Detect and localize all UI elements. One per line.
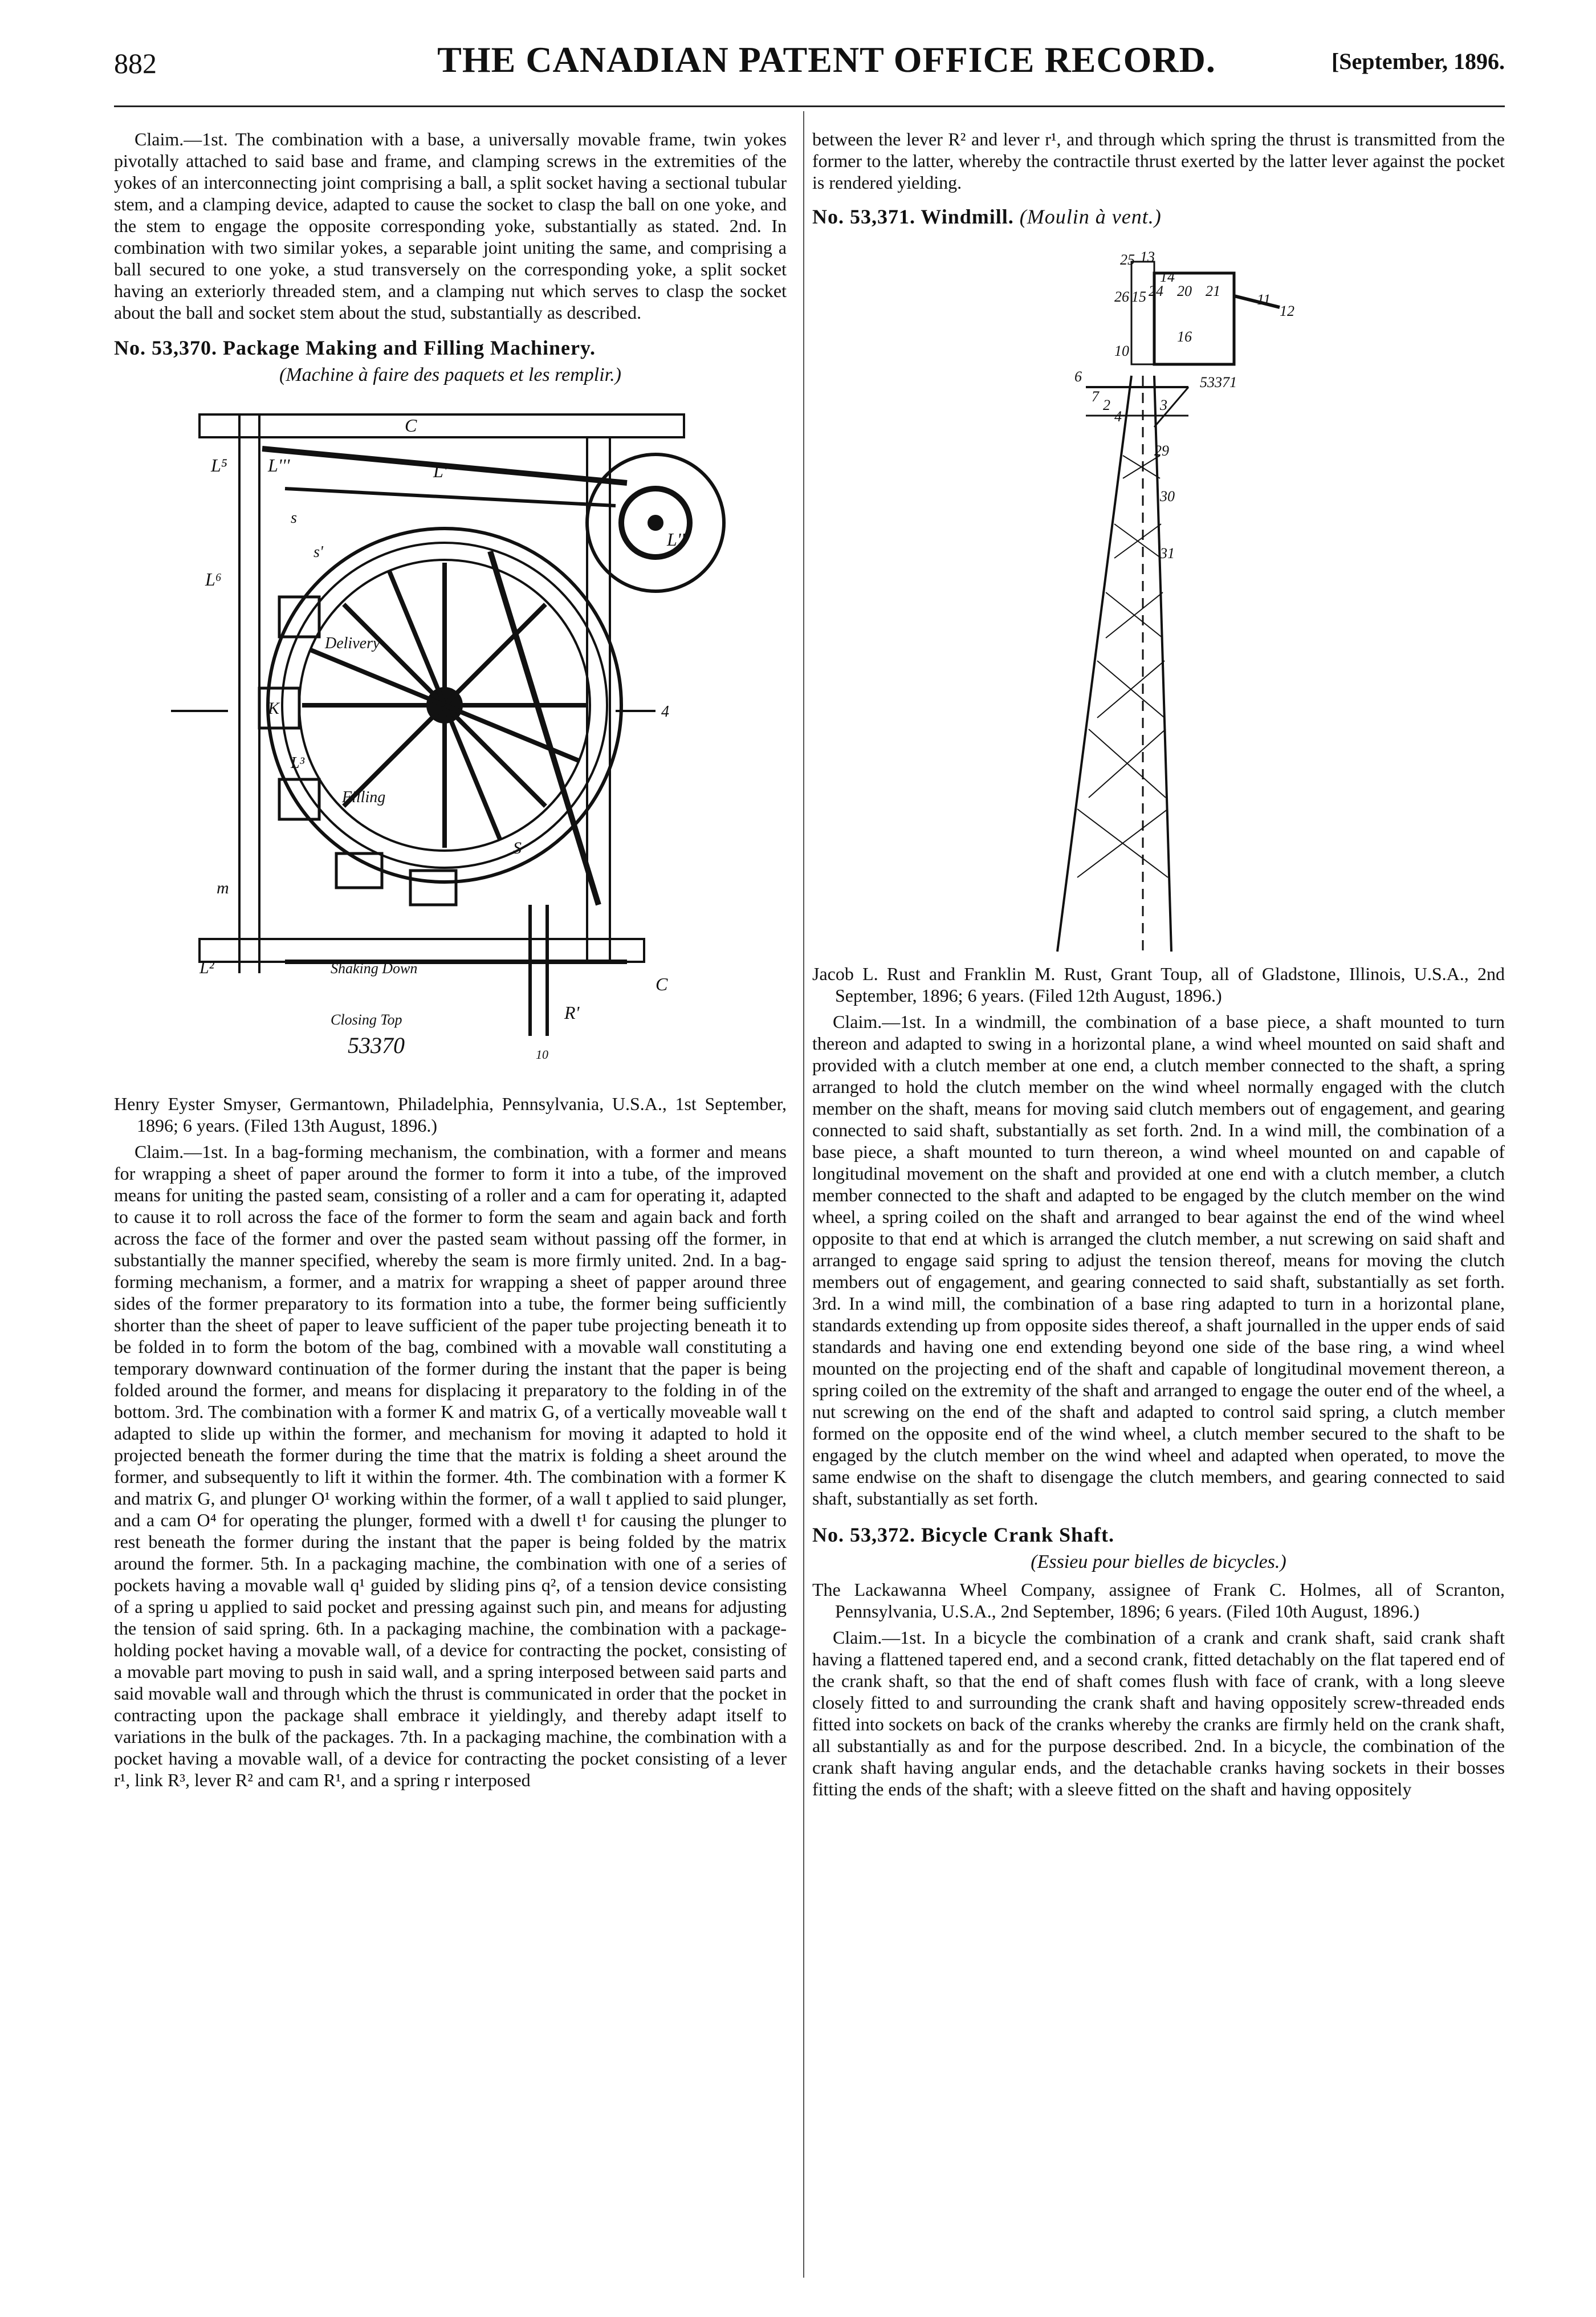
header-rule	[114, 105, 1505, 107]
patent-number: No. 53,371.	[812, 205, 915, 228]
windmill-figure	[812, 239, 1505, 957]
wm-label-16: 16	[1177, 328, 1192, 345]
fig-label-delivery: Delivery	[325, 635, 380, 652]
wm-label-20: 20	[1177, 283, 1192, 299]
wm-label-25: 25	[1120, 251, 1135, 268]
inventor-53372: The Lackawanna Wheel Company, assignee of Frank C. Holmes, all of Scranton, Pennsylvania, U.S.A., 2nd September, 1896; 6 years. (Filed 10th August, 1896.)	[812, 1579, 1505, 1621]
fig-label-c-top: C	[405, 415, 417, 436]
fig-label-4: 4	[661, 703, 669, 721]
package-machine-figure	[114, 392, 787, 1082]
wm-label-7: 7	[1092, 388, 1099, 405]
wm-label-4: 4	[1114, 408, 1122, 425]
inventor-53371: Jacob L. Rust and Franklin M. Rust, Grant Toup, all of Gladstone, Illinois, U.S.A., 2nd September, 1896; 6 years. (Filed 12th August, 1896.)	[812, 964, 1505, 1006]
wm-label-31: 31	[1160, 545, 1175, 562]
patent-heading-53372	[812, 1524, 1505, 1546]
claim-53371: Claim.—1st. In a windmill, the combination of a base piece, a shaft mounted to turn thereon and adapted to swing in a horizontal plane, a wind wheel mounted on said shaft and provided with a clutch member at one end, a clutch member connected to the shaft, a spring arranged to hold the clutch member on the wind wheel normally engaged with the clutch member on the shaft, means for moving said clutch members out of engagement, and gearing connected to said shaft, substantially as set forth. 2nd. In a wind mill, the combination of a base piece, a shaft mounted to turn thereon, a wind wheel mounted on and capable of longitudinal movement on the shaft and provided at one end with a clutch member, a clutch member connected to the shaft and adapted to be engaged by the clutch member on the wind wheel, a spring coiled on the shaft and arranged to bear against the end of the wind wheel opposite to that end at which is arranged the clutch member, a nut screwing on said shaft and arranged to engage said spring to adjust the tension thereof, means for moving the clutch members out of engagement, and gearing connected to said shaft, substantially as set forth. 3rd. In a wind mill, the combination of a base ring adapted to turn in a horizontal plane, standards extending up from opposite sides thereof, a shaft journalled in the upper ends of said standards and having one end extending beyond one side of the base ring, a wind wheel mounted on the projecting end of the shaft and capable of longitudinal movement thereon, a spring coiled on the extremity of the shaft and arranged to engage the outer end of the wheel, a nut screwing on the end of the shaft and adapted to control said spring, a clutch member formed on the opposite end of the wind wheel, a clutch member secured to the shaft to be engaged by the clutch member on the wind wheel and adapted when operated, to move the same endwise on the shaft to disengage the clutch members, and gearing connected to said shaft, substantially as set forth.	[812, 1011, 1505, 1509]
wm-label-6: 6	[1074, 368, 1082, 385]
windmill-drawing	[812, 239, 1505, 957]
fig-label-shaking: Shaking Down	[331, 960, 418, 977]
patent-french-title: (Essieu pour bielles de bicycles.)	[1031, 1551, 1286, 1572]
continued-claim: Claim.—1st. The combination with a base, a universally movable frame, twin yokes pivotally attached to said base and frame, and clamping screws in the extremities of the yokes of an interconnecting joint comprising a ball, a split socket having a sectional tubular stem, and a clamping device, adapted to cause the socket to clasp the ball on one yoke, and the stem to engage the opposite corresponding yoke, substantially as stated. 2nd. In combination with two similar yokes, a separable joint uniting the same, and comprising a ball secured to one yoke, a stud transversely on the corresponding yoke, a split socket having an exteriorly threaded stem, and a clamping nut which serves to clasp the socket about the ball and socket stem about the stud, substantially as described.	[114, 129, 787, 323]
claim-53372: Claim.—1st. In a bicycle the combination of a crank and crank shaft, said crank shaft having a flattened tapered end, and a second crank, fitted detachably on the flat tapered end of the crank shaft, so that the end of shaft comes flush with face of crank, with a long sleeve closely fitted to and surrounding the crank shaft and having oppositely screw-threaded ends fitted into sockets on back of the cranks whereby the cranks are firmly held on the crank shaft, all substantially as and for the purpose described. 2nd. In a bicycle, the combination of the crank shaft having angular ends, and the detachable cranks having sockets in their bosses fitting the ends of the shaft; with a sleeve fitted on the shaft and having oppositely	[812, 1627, 1505, 1799]
continued-text: between the lever R² and lever r¹, and through which spring the thrust is transmitted from the former to the latter, whereby the contractile thrust exerted by the latter lever against the pocket is rendered yielding.	[812, 129, 1505, 193]
fig-number-53370: 53370	[348, 1033, 405, 1058]
fig-label-l2b: L²	[199, 958, 214, 977]
page-header	[114, 34, 1505, 86]
patent-french-title: (Moulin à vent.)	[1019, 205, 1162, 228]
fig-label-l3: L³	[291, 754, 304, 772]
wm-label-13: 13	[1140, 249, 1155, 265]
patent-number: No. 53,370.	[114, 336, 217, 359]
wm-label-15: 15	[1131, 288, 1146, 305]
patent-title: Bicycle Crank Shaft.	[921, 1523, 1114, 1546]
left-column	[114, 128, 787, 1791]
wm-label-10: 10	[1114, 343, 1129, 359]
fig-label-l1: L'	[433, 461, 447, 481]
fig-label-m: m	[217, 879, 229, 897]
fig-number-53371: 53371	[1200, 374, 1237, 391]
patent-title: Package Making and Filling Machinery.	[223, 336, 596, 359]
package-machine-drawing	[114, 392, 787, 1082]
fig-label-r1: R'	[564, 1002, 580, 1023]
patent-number: No. 53,372.	[812, 1523, 915, 1546]
fig-label-l5: L⁵	[211, 455, 227, 475]
issue-date: [September, 1896.	[1331, 48, 1505, 74]
journal-title: THE CANADIAN PATENT OFFICE RECORD.	[437, 39, 1216, 80]
inventor-53370: Henry Eyster Smyser, Germantown, Philadelphia, Pennsylvania, U.S.A., 1st September, 1896; 6 years. (Filed 13th August, 1896.)	[114, 1094, 787, 1136]
wm-label-24: 24	[1149, 283, 1163, 299]
fig-label-c-bottom: C	[656, 974, 668, 994]
patent-french-title: (Machine à faire des paquets et les remplir.)	[279, 364, 621, 385]
wm-label-14: 14	[1160, 269, 1175, 285]
fig-label-s: s	[291, 509, 297, 527]
wm-label-2: 2	[1103, 397, 1110, 413]
fig-label-l2: L''	[667, 529, 685, 550]
fig-label-closing: Closing Top	[331, 1011, 402, 1028]
column-divider	[803, 111, 804, 2278]
wm-label-12: 12	[1280, 303, 1294, 319]
wm-label-26: 26	[1114, 288, 1129, 305]
fig-label-l6: L⁶	[205, 569, 222, 590]
patent-heading-53370	[114, 337, 787, 359]
wm-label-11: 11	[1257, 291, 1271, 308]
wm-label-29: 29	[1154, 442, 1169, 459]
wm-label-30: 30	[1160, 488, 1175, 505]
wm-label-21: 21	[1206, 283, 1220, 299]
fig-label-10: 10	[536, 1047, 548, 1062]
patent-title: Windmill.	[921, 205, 1014, 228]
fig-label-s-cap: S	[513, 839, 522, 857]
fig-label-filling: Filling	[342, 788, 386, 806]
right-column	[812, 128, 1505, 1800]
claim-53370: Claim.—1st. In a bag-forming mechanism, the combination, with a former and means for wrapping a sheet of paper around the former to form it into a tube, of the improved means for uniting the pasted seam, consisting of a roller and a cam for operating it, adapted to cause it to roll across the face of the former to form the seam and again back and forth across the face of the former and over the pasted seam without passing off the former, in substantially the manner specified, whereby the seam is more firmly united. 2nd. In a bag-forming mechanism, a former, and a matrix for wrapping a sheet of papper around three sides of the former preparatory to its formation into a tube, the former being sufficiently shorter than the sheet of paper to leave sufficient of the paper tube projecting beneath it to be folded in to form the botom of the bag, combined with a movable wall constituting a temporary downward continuation of the former during the instant that the paper is being folded around the former, and means for displacing it preparatory to the folding in of the bottom. 3rd. The combination with a former K and matrix G, of a vertically moveable wall t adapted to slide up within the former, and mechanism for moving it adapted to hold it projected beneath the former during the time that the matrix is folding a sheet around the former, and subsequently to lift it within the former. 4th. The combination with a former K and matrix G, and plunger O¹ working within the former, of a wall t applied to said plunger, and a cam O⁴ for operating the plunger, formed with a dwell t¹ for causing the plunger to rest beneath the former during the instant that the paper is being folded by the matrix around the former. 5th. In a packaging machine, the combination with one of a series of pockets having a movable wall q¹ guided by sliding pins q², of a tension device consisting of a spring u applied to said pocket and pressing against such pin, and means for adjusting the tension of said spring. 6th. In a packaging machine, the combination with a package-holding pocket having a movable wall, of a device for contracting the pocket, consisting of a movable part moving to push in said wall, and a spring interposed between said parts and said movable wall and through which the thrust is communicated in order that the pocket in contracting upon the package shall embrace it yieldingly, and thereby adapt itself to variations in the bulk of the packages. 7th. In a packaging machine, the combination with a pocket having a movable wall, of a device for contracting the pocket consisting of a lever r¹, link R³, lever R² and cam R¹, and a spring r interposed	[114, 1141, 787, 1790]
fig-label-k: K	[268, 699, 280, 718]
patent-heading-53371	[812, 206, 1505, 227]
wm-label-3: 3	[1160, 397, 1167, 413]
fig-label-l3p: L'''	[268, 455, 290, 475]
page-number: 882	[114, 47, 157, 79]
fig-label-s1: s'	[314, 543, 323, 561]
